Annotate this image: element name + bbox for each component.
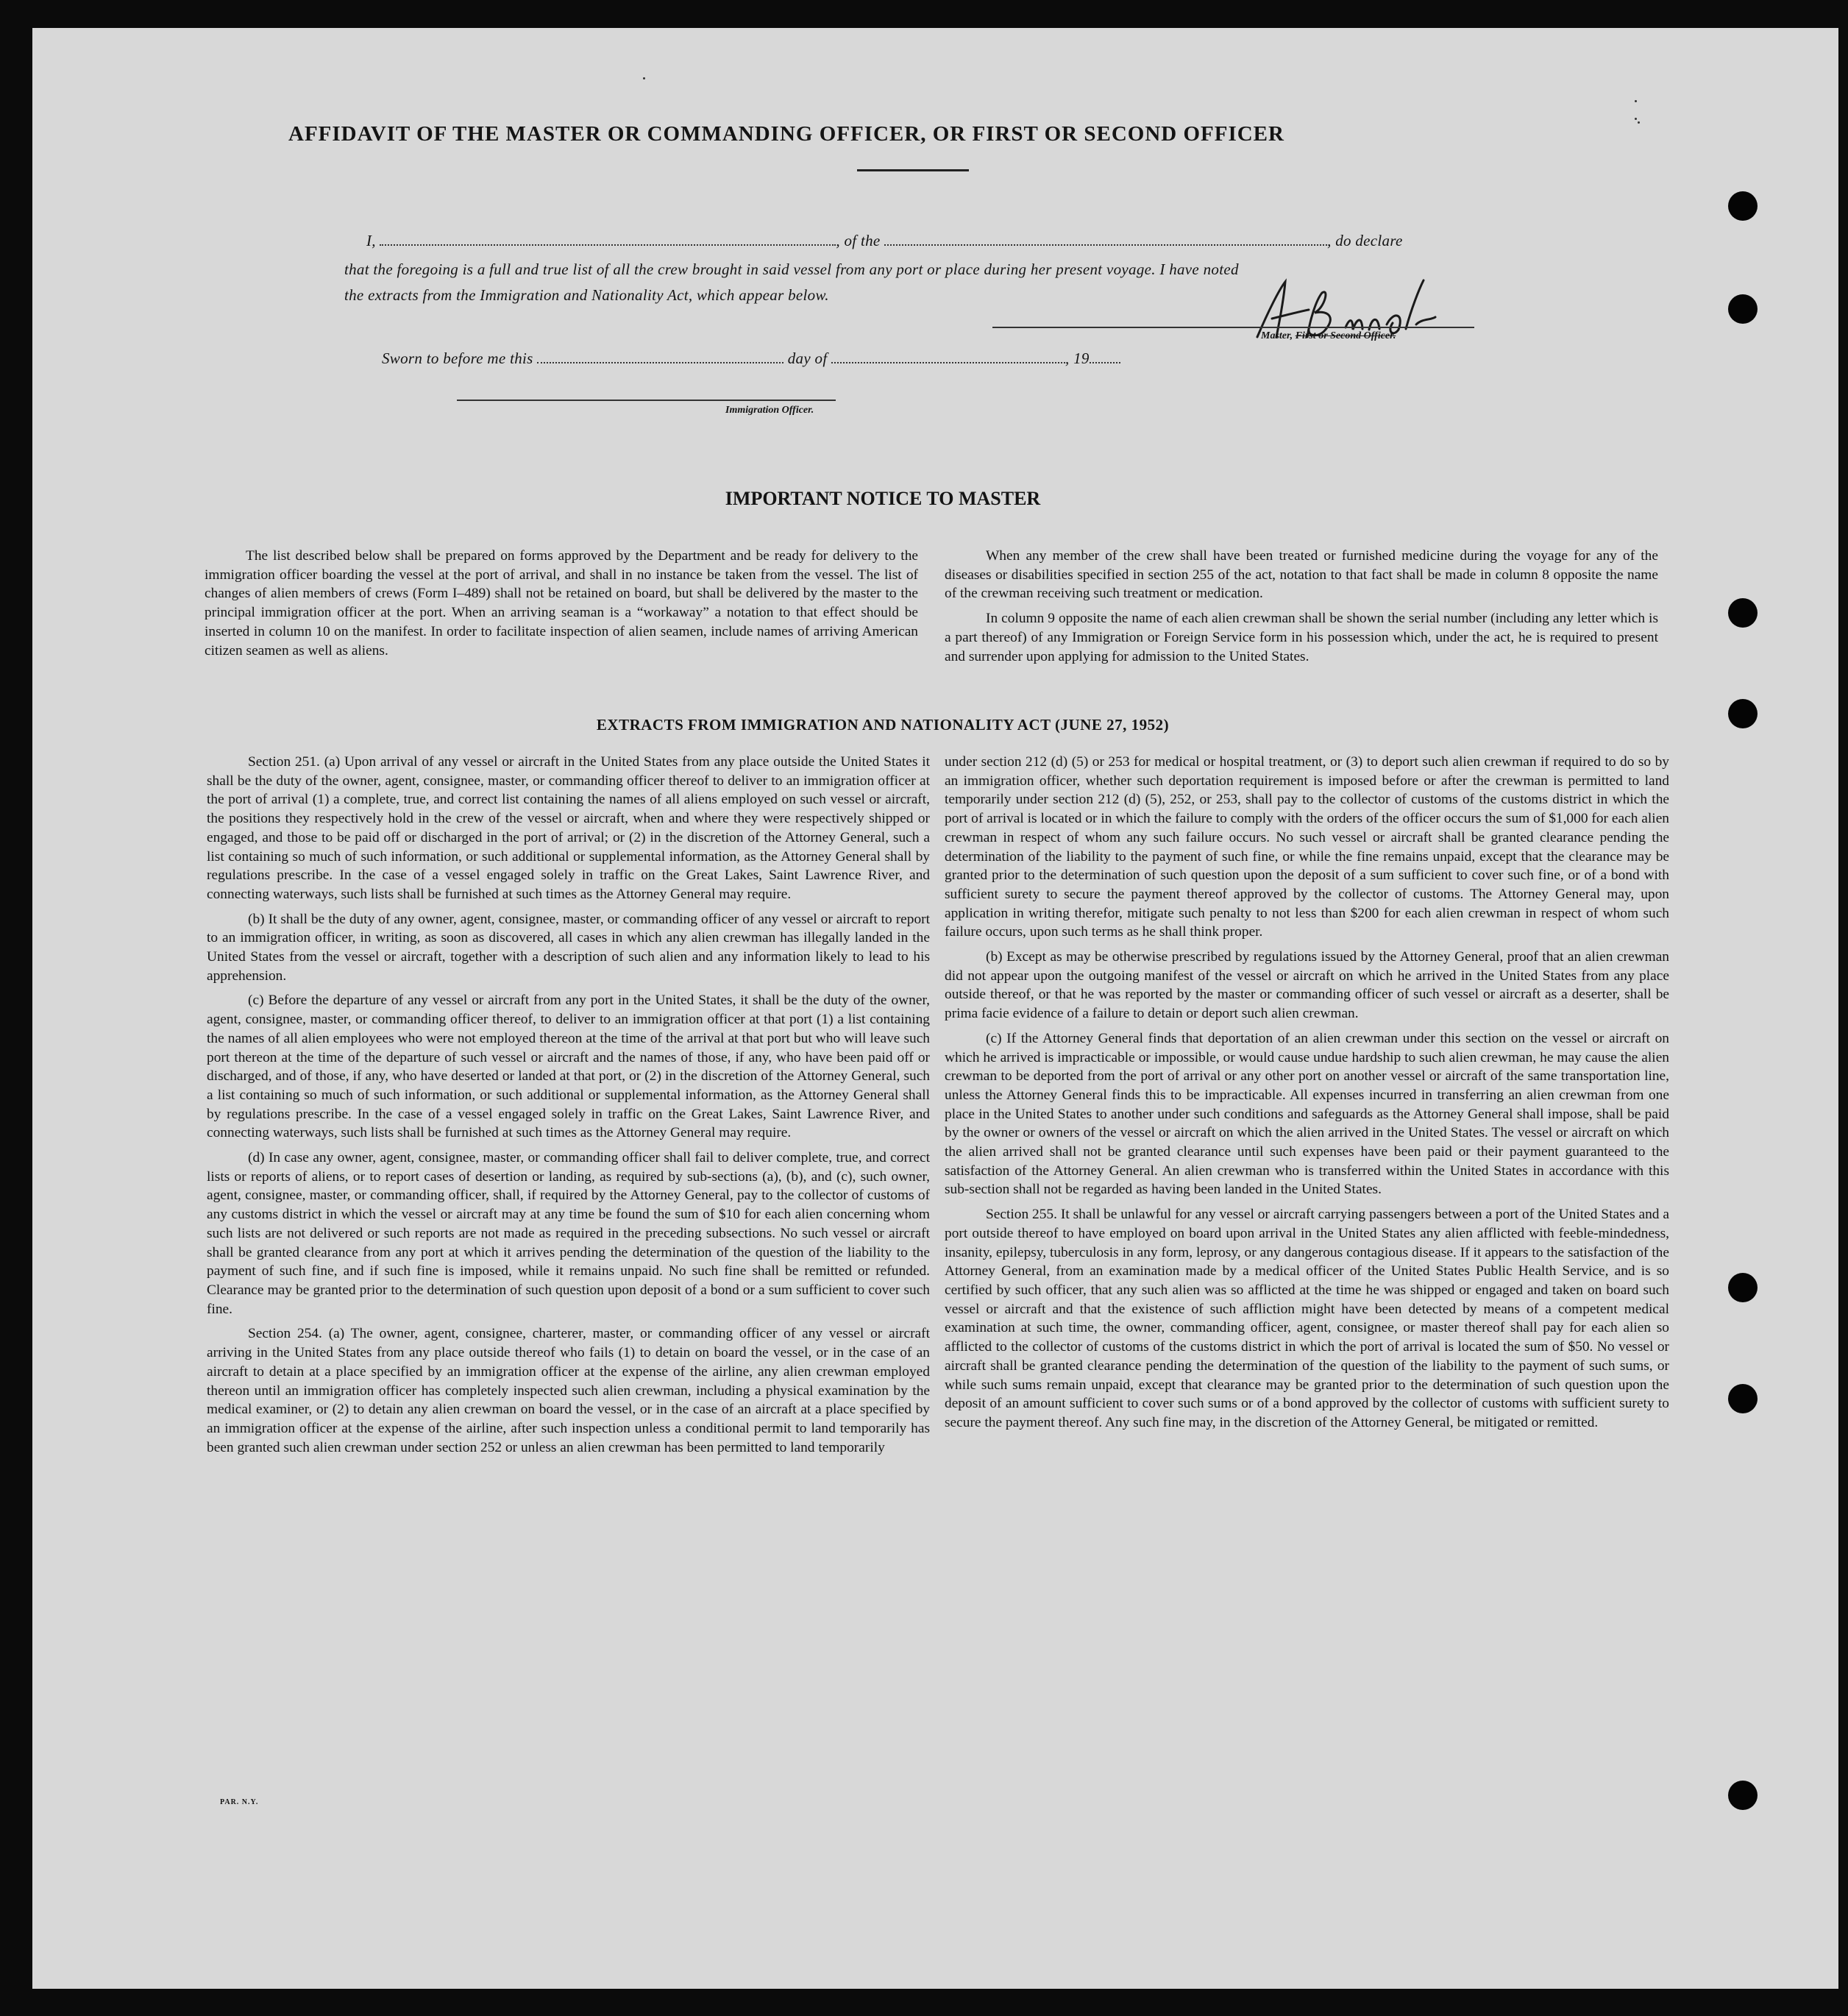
extract-paragraph: under section 212 (d) (5) or 253 for medical or hospital treatment, or (3) to deport such alien crewman if required to do so by an immigration officer, whether such deportation requirement is imposed before or after the crewman is permitted to land temporarily under section 212 (d) (5), 252, or 253, shall pay to the collector of customs of the customs district in which the port of arrival is located or in which the failure to comply with the orders of the officer occurs the sum of $1,000 for each alien crewman in respect of whom any such failure occurs. No such vessel or aircraft shall be granted clearance pending the determination of the liability to the payment of such fine, or while the fine remains unpaid, except that the clearance may be granted prior to the determination of such question upon the deposit of a sum sufficient to cover such fine, or of a bond with sufficient surety to secure the payment thereof approved by the collector of customs. The Attorney General may, upon application in writing therefor, mitigate such penalty to not less than $200 for each alien crewman in respect of whom such failure occurs, upon such terms as he shall think proper. — [945, 754, 1669, 940]
extract-paragraph: (c) Before the departure of any vessel or aircraft from any port in the United States, it shall be the duty of the owner, agent, consignee, master, or commanding officer thereof, to deliver to an immigration officer at that port (1) a list containing the names of all alien employees who were not employed thereon at the time of the arrival at that port but who will leave such port thereon at the time of the departure of such vessel or aircraft and the names of those, if any, who have been paid off or discharged, and of those, if any, who have deserted or landed at that port, or (2) in the discretion of the Attorney General, such a list containing so much of such information, or such additional or supplemental information, as the Attorney General shall by regulations prescribe. In the case of a vessel engaged solely in traffic on the Great Lakes, Saint Lawrence River, and connecting waterways, such lists shall be furnished at such times as the Attorney General may require. — [207, 993, 930, 1141]
punch-hole — [1728, 191, 1758, 221]
struck-officer-titles: First or Second Officer. — [1295, 330, 1396, 341]
punch-hole — [1728, 1781, 1758, 1810]
declare-suffix: , do declare — [1327, 232, 1403, 249]
notice-paragraph: The list described below shall be prepared on forms approved by the Department and be ready for delivery to the immigration officer boarding the vessel at the port of arrival, and shall in no instance be taken from the vessel. The list of changes of alien members of crews (Form I–489) shall not be retained on board, but shall be delivered by the master to the principal immigration officer at the port. When an arriving seaman is a “workaway” a notation to that effect should be inserted in column 10 on the manifest. In order to facilitate inspection of alien seamen, include names of arriving American citizen seamen as well as aliens. — [205, 548, 918, 659]
form-page — [32, 28, 1838, 1989]
speck — [1638, 121, 1640, 124]
declarant-name-blank[interactable] — [380, 233, 836, 246]
punch-hole — [1728, 598, 1758, 628]
sworn-day-blank[interactable] — [537, 351, 783, 363]
vessel-prefix: , of the — [836, 232, 881, 249]
declaration-line-2: that the foregoing is a full and true list of all the crew brought in said vessel from any port or place during her present voyage. I have noted — [344, 260, 1239, 278]
speck — [1635, 118, 1637, 120]
officer-signature-line — [457, 400, 836, 401]
sworn-prefix: Sworn to before me this — [382, 349, 533, 367]
title-underline — [857, 169, 969, 171]
declarant-line — [366, 232, 1403, 250]
extract-paragraph: Section 255. It shall be unlawful for any vessel or aircraft carrying passengers between a port of the United States and a port outside thereof to have employed on board upon arrival in the United States any alien afflicted with feeble-mindedness, insanity, epilepsy, tuberculosis in any form, leprosy, or any dangerous contagious disease. If it appears to the satisfaction of the Attorney General, from an examination made by a medical officer of the United States Public Health Service, and is so certified by such officer, that any such alien was so afflicted at the time he was shipped or engaged and taken on board such vessel or aircraft and that the existence of such affliction might have been detected by means of a competent medical examination at such time, the owner, commanding officer, agent, consignee, or master thereof shall pay for each alien so afflicted to the collector of customs of the customs district in which the port of arrival is located the sum of $50. No vessel or aircraft shall be granted clearance pending the determination of the question of the liability to the payment of such sums, or while such sums remain unpaid, except that clearance may be granted prior to the determination of such question upon the deposit of an amount sufficient to cover such sums or of a bond approved by the collector of customs with sufficient surety to secure the payment thereof. Any such fine may, in the discretion of the Attorney General, be mitigated or remitted. — [945, 1207, 1669, 1430]
officer-signature-caption: Immigration Officer. — [725, 405, 814, 416]
extract-paragraph: Section 251. (a) Upon arrival of any vessel or aircraft in the United States from any place outside the United States it shall be the duty of the owner, agent, consignee, master, or commanding officer thereof to deliver to an immigration officer at the port of arrival (1) a complete, true, and correct list containing the names of all aliens employed on such vessel or aircraft, the positions they respectively hold in the crew of the vessel or aircraft, when and where they were respectively shipped or engaged, and those to be paid off or discharged in the port of arrival; or (2) in the discretion of the Attorney General, such a list containing so much of such information, or such additional or supplemental information, as the Attorney General shall by regulations prescribe. In the case of a vessel engaged solely in traffic on the Great Lakes, Saint Lawrence River, and connecting waterways, such lists shall be furnished at such times as the Attorney General may require. — [207, 754, 930, 902]
declarant-prefix: I, — [366, 232, 376, 249]
speck — [1635, 100, 1637, 102]
extract-paragraph: (b) Except as may be otherwise prescribed by regulations issued by the Attorney General, proof that an alien crewman did not appear upon the outgoing manifest of the vessel or aircraft on which he arrived in the United States from any place outside thereof, or that he was reported by the master or commanding officer of such vessel or aircraft as a deserter, shall be prima facie evidence of a failure to detain or deport such alien crewman. — [945, 949, 1669, 1022]
extracts-left-column — [207, 753, 930, 1463]
extracts-right-column — [945, 753, 1669, 1438]
speck — [643, 77, 645, 79]
extract-paragraph: Section 254. (a) The owner, agent, consignee, charterer, master, or commanding officer of any vessel or aircraft arriving in the United States from any place outside thereof who fails (1) to detain on board the vessel, or in the case of an aircraft to detain at a place specified by an immigration officer at the expense of the airline, any alien crewman employed thereon until an immigration officer has completely inspected such alien crewman, including a physical examination by the medical examiner, or (2) to detain any alien crewman on board the vessel, or in the case of an aircraft at a place specified by an immigration officer at the expense of the airline, after such inspection unless a conditional permit to land temporarily has been granted such alien crewman under section 252 or unless an alien crewman has been permitted to land temporarily — [207, 1326, 930, 1455]
punch-hole — [1728, 1273, 1758, 1302]
notice-left-column — [205, 547, 918, 666]
extract-paragraph: (b) It shall be the duty of any owner, agent, consignee, master, or commanding officer of any vessel or aircraft to report to an immigration officer, in writing, as soon as discovered, all cases in which any alien crewman has illegally landed in the United States from the vessel or aircraft, together with a description of such alien and any information likely to lead to his apprehension. — [207, 911, 930, 984]
sworn-line — [382, 349, 1120, 368]
master-signature-line — [992, 327, 1474, 328]
notice-heading: IMPORTANT NOTICE TO MASTER — [725, 488, 1041, 509]
master-signature-caption: Master, First or Second Officer. — [1261, 330, 1396, 341]
affidavit-title: AFFIDAVIT OF THE MASTER OR COMMANDING OFFICER, OR FIRST OR SECOND OFFICER — [288, 122, 1284, 146]
notice-paragraph: In column 9 opposite the name of each alien crewman shall be shown the serial number (including any letter which is a part thereof) of any Immigration or Foreign Service form in his possession which, under the act, he is required to present and surrender upon applying for admission to the United States. — [945, 611, 1658, 664]
notice-paragraph: When any member of the crew shall have been treated or furnished medicine during the voyage for any of the diseases or disabilities specified in section 255 of the act, notation to that fact shall be made in column 8 opposite the name of the crewman receiving such treatment or medication. — [945, 548, 1658, 602]
sworn-year: , 19 — [1065, 349, 1090, 367]
printer-mark: PAR. N.Y. — [220, 1798, 259, 1806]
sworn-month-blank[interactable] — [831, 351, 1065, 363]
vessel-name-blank[interactable] — [884, 233, 1327, 246]
punch-hole — [1728, 1384, 1758, 1413]
sworn-day-of: day of — [787, 349, 828, 367]
declaration-line-3: the extracts from the Immigration and Nationality Act, which appear below. — [344, 286, 829, 304]
extract-paragraph: (d) In case any owner, agent, consignee, master, or commanding officer shall fail to deliver complete, true, and correct lists or reports of aliens, or to report cases of desertion or landing, as required by sub-sections (a), (b), and (c), such owner, agent, consignee, master, or commanding officer, shall, if required by the Attorney General, pay to the collector of customs of any customs district in which the vessel or aircraft may at any time be found the sum of $10 for each alien concerning whom such lists are not delivered or such reports are not made as required in the preceding subsections. No such vessel or aircraft shall be granted clearance from any port at which it arrives pending the determination of the question of the liability to the payment of such fine, and if such fine is imposed, while it remains unpaid. No such fine shall be remitted or refunded. Clearance may be granted prior to the determination of such question upon deposit of a bond or a sum sufficient to cover such fine. — [207, 1150, 930, 1317]
notice-right-column — [945, 547, 1658, 672]
extracts-heading: EXTRACTS FROM IMMIGRATION AND NATIONALITY ACT (JUNE 27, 1952) — [596, 716, 1170, 734]
punch-hole — [1728, 294, 1758, 324]
extract-paragraph: (c) If the Attorney General finds that deportation of an alien crewman under this section on the vessel or aircraft on which he arrived is impracticable or impossible, or would cause undue hardship to such alien crewman, he may cause the alien crewman to be deported from the port of arrival or any other port on another vessel or aircraft of the same transportation line, unless the Attorney General finds this to be impracticable. All expenses incurred in transferring an alien crewman from one place in the United States to another under such conditions and safeguards as the Attorney General shall impose, shall be paid by the owner or owners of the vessel or aircraft on which the alien arrived in the United States. The vessel or aircraft on which the alien arrived shall not be granted clearance until such expenses have been paid or their payment guaranteed to the satisfaction of the Attorney General. An alien crewman who is transferred within the United States in accordance with this sub-section shall not be regarded as having been landed in the United States. — [945, 1030, 1669, 1198]
sworn-year-blank[interactable] — [1090, 351, 1120, 363]
